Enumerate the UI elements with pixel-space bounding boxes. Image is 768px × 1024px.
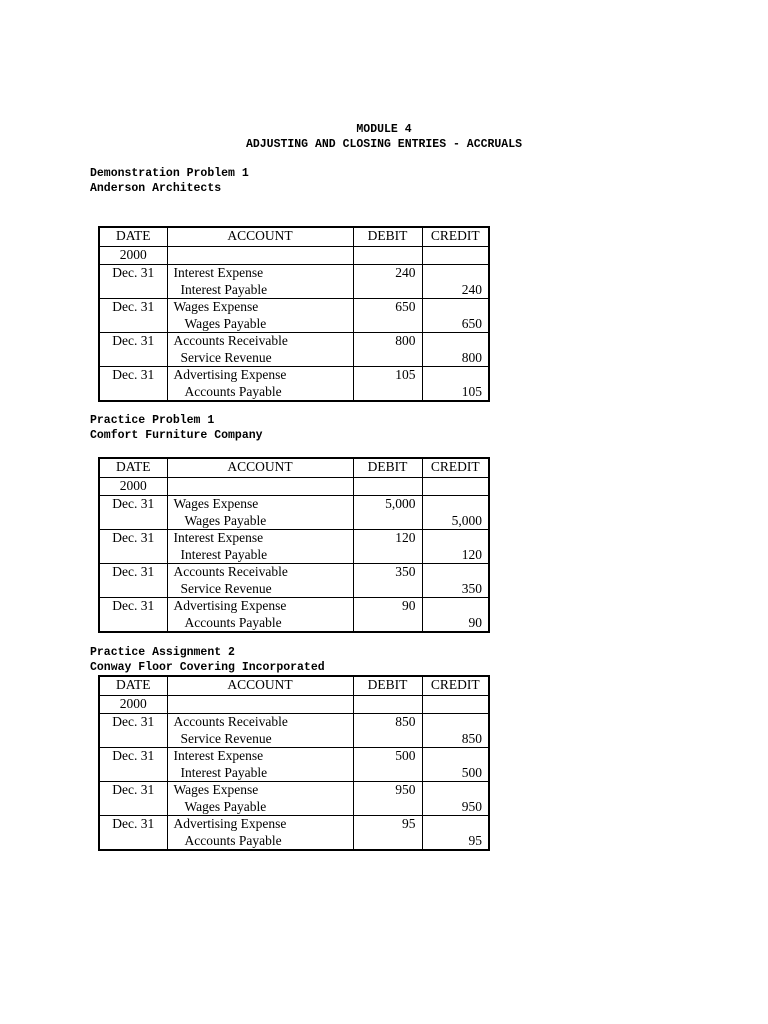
column-header-account: ACCOUNT xyxy=(167,227,353,247)
credit-amount-cell xyxy=(422,367,489,402)
credit-amount-cell xyxy=(422,530,489,564)
entry-date: Dec. 31 xyxy=(99,564,167,598)
entry-date: Dec. 31 xyxy=(99,299,167,333)
debit-amount: 120 xyxy=(395,530,416,545)
credit-amount-cell xyxy=(422,265,489,299)
credit-account-name: Interest Payable xyxy=(180,281,268,297)
journal-entry-row xyxy=(99,530,489,564)
column-header-date: DATE xyxy=(99,458,167,478)
year-row xyxy=(99,696,489,714)
credit-amount: 120 xyxy=(461,546,482,562)
entry-accounts xyxy=(167,333,353,367)
table-header-row xyxy=(99,458,489,478)
entry-accounts xyxy=(167,598,353,633)
empty-cell xyxy=(353,696,422,714)
debit-account-name: Accounts Receivable xyxy=(173,564,288,579)
credit-amount-cell xyxy=(422,714,489,748)
journal-entry-row xyxy=(99,265,489,299)
debit-amount: 5,000 xyxy=(385,496,416,511)
credit-amount: 800 xyxy=(461,349,482,365)
entry-date: Dec. 31 xyxy=(99,367,167,402)
year-cell: 2000 xyxy=(99,247,167,265)
entry-date: Dec. 31 xyxy=(99,816,167,851)
debit-amount: 650 xyxy=(395,299,416,314)
credit-amount-cell xyxy=(422,816,489,851)
debit-account-name: Interest Expense xyxy=(173,748,264,763)
journal-entry-row xyxy=(99,367,489,402)
empty-cell xyxy=(167,247,353,265)
entry-date: Dec. 31 xyxy=(99,333,167,367)
credit-spacer xyxy=(429,748,483,765)
debit-amount-cell xyxy=(353,748,422,782)
credit-amount: 240 xyxy=(461,281,482,297)
credit-amount: 90 xyxy=(468,614,482,630)
journal-entry-row xyxy=(99,748,489,782)
credit-spacer xyxy=(429,530,483,547)
credit-spacer xyxy=(429,816,483,833)
credit-account-name: Accounts Payable xyxy=(184,383,282,399)
entry-accounts xyxy=(167,530,353,564)
credit-amount: 850 xyxy=(461,730,482,746)
debit-amount-cell xyxy=(353,816,422,851)
debit-account-name: Advertising Expense xyxy=(173,367,287,382)
credit-amount: 5,000 xyxy=(451,512,482,528)
journal-entry-row xyxy=(99,714,489,748)
credit-amount: 350 xyxy=(461,580,482,596)
entry-date: Dec. 31 xyxy=(99,714,167,748)
credit-account-name: Accounts Payable xyxy=(184,614,282,630)
entry-date: Dec. 31 xyxy=(99,748,167,782)
credit-spacer xyxy=(429,598,483,615)
journal-entry-row xyxy=(99,598,489,633)
module-subtitle: ADJUSTING AND CLOSING ENTRIES - ACCRUALS xyxy=(245,138,523,151)
empty-cell xyxy=(422,696,489,714)
year-cell: 2000 xyxy=(99,478,167,496)
credit-account-name: Accounts Payable xyxy=(184,832,282,848)
credit-amount-cell xyxy=(422,299,489,333)
section-2-title: Practice Problem 1 xyxy=(90,414,215,427)
debit-amount-cell xyxy=(353,598,422,633)
credit-spacer xyxy=(429,333,483,350)
debit-account-name: Interest Expense xyxy=(173,265,264,280)
journal-table-2 xyxy=(98,457,490,633)
empty-cell xyxy=(167,696,353,714)
credit-amount: 500 xyxy=(461,764,482,780)
debit-amount-cell xyxy=(353,530,422,564)
credit-spacer xyxy=(429,564,483,581)
debit-amount: 90 xyxy=(402,598,416,613)
entry-accounts xyxy=(167,748,353,782)
column-header-date: DATE xyxy=(99,676,167,696)
credit-account-name: Service Revenue xyxy=(180,730,272,746)
column-header-account: ACCOUNT xyxy=(167,458,353,478)
entry-date: Dec. 31 xyxy=(99,598,167,633)
entry-accounts xyxy=(167,265,353,299)
debit-amount-cell xyxy=(353,714,422,748)
journal-entry-row xyxy=(99,564,489,598)
entry-accounts xyxy=(167,299,353,333)
debit-amount-cell xyxy=(353,782,422,816)
column-header-credit: CREDIT xyxy=(422,227,489,247)
year-row xyxy=(99,247,489,265)
credit-amount: 950 xyxy=(461,798,482,814)
empty-cell xyxy=(422,478,489,496)
debit-amount: 500 xyxy=(395,748,416,763)
column-header-account: ACCOUNT xyxy=(167,676,353,696)
section-1-title: Demonstration Problem 1 xyxy=(90,167,249,180)
journal-entry-row xyxy=(99,299,489,333)
debit-amount: 800 xyxy=(395,333,416,348)
credit-account-name: Interest Payable xyxy=(180,764,268,780)
credit-account-name: Wages Payable xyxy=(184,798,267,814)
column-header-debit: DEBIT xyxy=(353,227,422,247)
credit-amount-cell xyxy=(422,598,489,633)
entry-accounts xyxy=(167,714,353,748)
column-header-debit: DEBIT xyxy=(353,676,422,696)
column-header-credit: CREDIT xyxy=(422,676,489,696)
credit-amount-cell xyxy=(422,333,489,367)
debit-account-name: Accounts Receivable xyxy=(173,714,288,729)
credit-amount-cell xyxy=(422,748,489,782)
credit-spacer xyxy=(429,782,483,799)
journal-table-3 xyxy=(98,675,490,851)
year-row xyxy=(99,478,489,496)
debit-amount: 95 xyxy=(402,816,416,831)
debit-account-name: Accounts Receivable xyxy=(173,333,288,348)
debit-amount-cell xyxy=(353,299,422,333)
credit-account-name: Interest Payable xyxy=(180,546,268,562)
debit-amount: 950 xyxy=(395,782,416,797)
credit-amount: 95 xyxy=(468,832,482,848)
debit-account-name: Advertising Expense xyxy=(173,816,287,831)
credit-amount: 650 xyxy=(461,315,482,331)
debit-account-name: Interest Expense xyxy=(173,530,264,545)
empty-cell xyxy=(167,478,353,496)
entry-date: Dec. 31 xyxy=(99,496,167,530)
empty-cell xyxy=(353,247,422,265)
table-header-row xyxy=(99,676,489,696)
credit-amount: 105 xyxy=(461,383,482,399)
section-2-company: Comfort Furniture Company xyxy=(90,429,263,442)
column-header-credit: CREDIT xyxy=(422,458,489,478)
credit-amount-cell xyxy=(422,496,489,530)
credit-amount-cell xyxy=(422,564,489,598)
module-title: MODULE 4 xyxy=(356,123,412,136)
empty-cell xyxy=(422,247,489,265)
credit-account-name: Wages Payable xyxy=(184,315,267,331)
debit-account-name: Wages Expense xyxy=(173,496,259,511)
debit-amount-cell xyxy=(353,367,422,402)
debit-amount: 350 xyxy=(395,564,416,579)
column-header-debit: DEBIT xyxy=(353,458,422,478)
entry-accounts xyxy=(167,564,353,598)
debit-amount-cell xyxy=(353,564,422,598)
credit-spacer xyxy=(429,496,483,513)
entry-accounts xyxy=(167,367,353,402)
column-header-date: DATE xyxy=(99,227,167,247)
debit-amount-cell xyxy=(353,265,422,299)
debit-amount: 850 xyxy=(395,714,416,729)
table-header-row xyxy=(99,227,489,247)
credit-account-name: Wages Payable xyxy=(184,512,267,528)
debit-account-name: Wages Expense xyxy=(173,299,259,314)
debit-account-name: Advertising Expense xyxy=(173,598,287,613)
journal-entry-row xyxy=(99,816,489,851)
entry-accounts xyxy=(167,816,353,851)
journal-entry-row xyxy=(99,782,489,816)
entry-accounts xyxy=(167,782,353,816)
section-3-title: Practice Assignment 2 xyxy=(90,646,235,659)
entry-date: Dec. 31 xyxy=(99,265,167,299)
debit-amount-cell xyxy=(353,333,422,367)
year-cell: 2000 xyxy=(99,696,167,714)
section-1-company: Anderson Architects xyxy=(90,182,222,195)
credit-spacer xyxy=(429,265,483,282)
credit-account-name: Service Revenue xyxy=(180,349,272,365)
debit-amount: 240 xyxy=(395,265,416,280)
entry-accounts xyxy=(167,496,353,530)
debit-amount-cell xyxy=(353,496,422,530)
credit-spacer xyxy=(429,299,483,316)
entry-date: Dec. 31 xyxy=(99,782,167,816)
credit-spacer xyxy=(429,714,483,731)
credit-spacer xyxy=(429,367,483,384)
debit-amount: 105 xyxy=(395,367,416,382)
journal-table-1 xyxy=(98,226,490,402)
journal-entry-row xyxy=(99,333,489,367)
journal-entry-row xyxy=(99,496,489,530)
entry-date: Dec. 31 xyxy=(99,530,167,564)
credit-account-name: Service Revenue xyxy=(180,580,272,596)
debit-account-name: Wages Expense xyxy=(173,782,259,797)
credit-amount-cell xyxy=(422,782,489,816)
empty-cell xyxy=(353,478,422,496)
section-3-company: Conway Floor Covering Incorporated xyxy=(90,661,325,674)
